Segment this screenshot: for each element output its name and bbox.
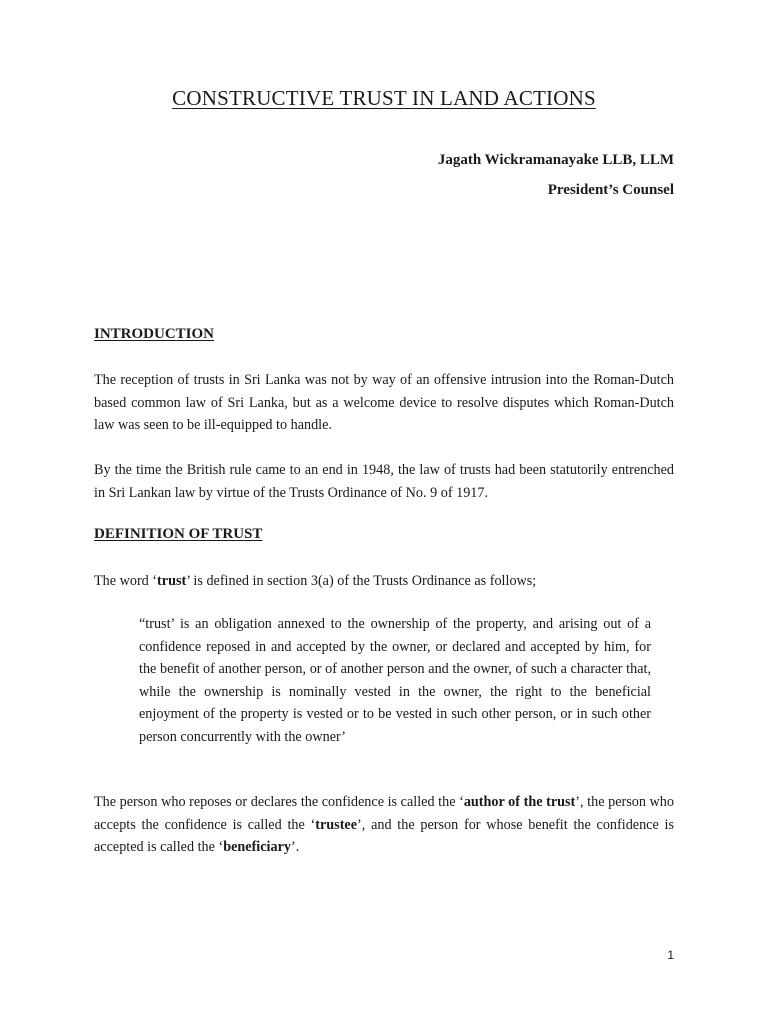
definition-text-part: The word ‘ xyxy=(94,573,158,589)
author-name: Jagath Wickramanayake LLB, LLM xyxy=(437,152,674,168)
term-beneficiary: beneficiary xyxy=(223,839,291,855)
parties-text-part: ’. xyxy=(290,839,300,855)
definition-heading: DEFINITION OF TRUST xyxy=(94,526,263,542)
introduction-paragraph-1: The reception of trusts in Sri Lanka was not by way of an offensive intrusion into the Roman-Dutch based common law of Sri Lanka, but as a welcome device to resolve disputes which Roman-Dutch law was seen to be ill-equipped to handle. xyxy=(94,372,674,433)
parties-text-part: ’, the person who accepts the confidence is called the ‘ xyxy=(94,794,674,833)
document-title: CONSTRUCTIVE TRUST IN LAND ACTIONS xyxy=(172,86,596,110)
term-author-of-the-trust: author of the trust xyxy=(463,794,576,810)
introduction-paragraph-2: By the time the British rule came to an end in 1948, the law of trusts had been statutorily entrenched in Sri Lankan law by virtue of the Trusts Ordinance of No. 9 of 1917. xyxy=(94,462,674,501)
term-trustee: trustee xyxy=(315,816,358,833)
page-number: 1 xyxy=(667,948,674,962)
trust-definition-quote: “trust’ is an obligation annexed to the ownership of the property, and arising out of a confidence reposed in and accepted by the owner, or declared and accepted by him, for the benefit of another person, or of another person and the owner, of such a character that, while the ownership is nominally vested in the owner, the right to the beneficial enjoyment of the property is vested or to be vested in such other person, or in such other person concurrently with the owner’ xyxy=(139,616,651,745)
definition-paragraph xyxy=(94,570,674,593)
parties-paragraph xyxy=(94,791,674,859)
term-trust: trust xyxy=(157,573,187,589)
author-role: President’s Counsel xyxy=(547,182,674,198)
definition-text-part: ’ is defined in section 3(a) of the Trusts Ordinance as follows; xyxy=(186,573,537,589)
parties-text-part: ’, and the person for whose benefit the confidence is accepted is called the ‘ xyxy=(94,816,674,855)
parties-text-part: The person who reposes or declares the confidence is called the ‘ xyxy=(94,794,464,810)
introduction-heading: INTRODUCTION xyxy=(94,326,215,342)
